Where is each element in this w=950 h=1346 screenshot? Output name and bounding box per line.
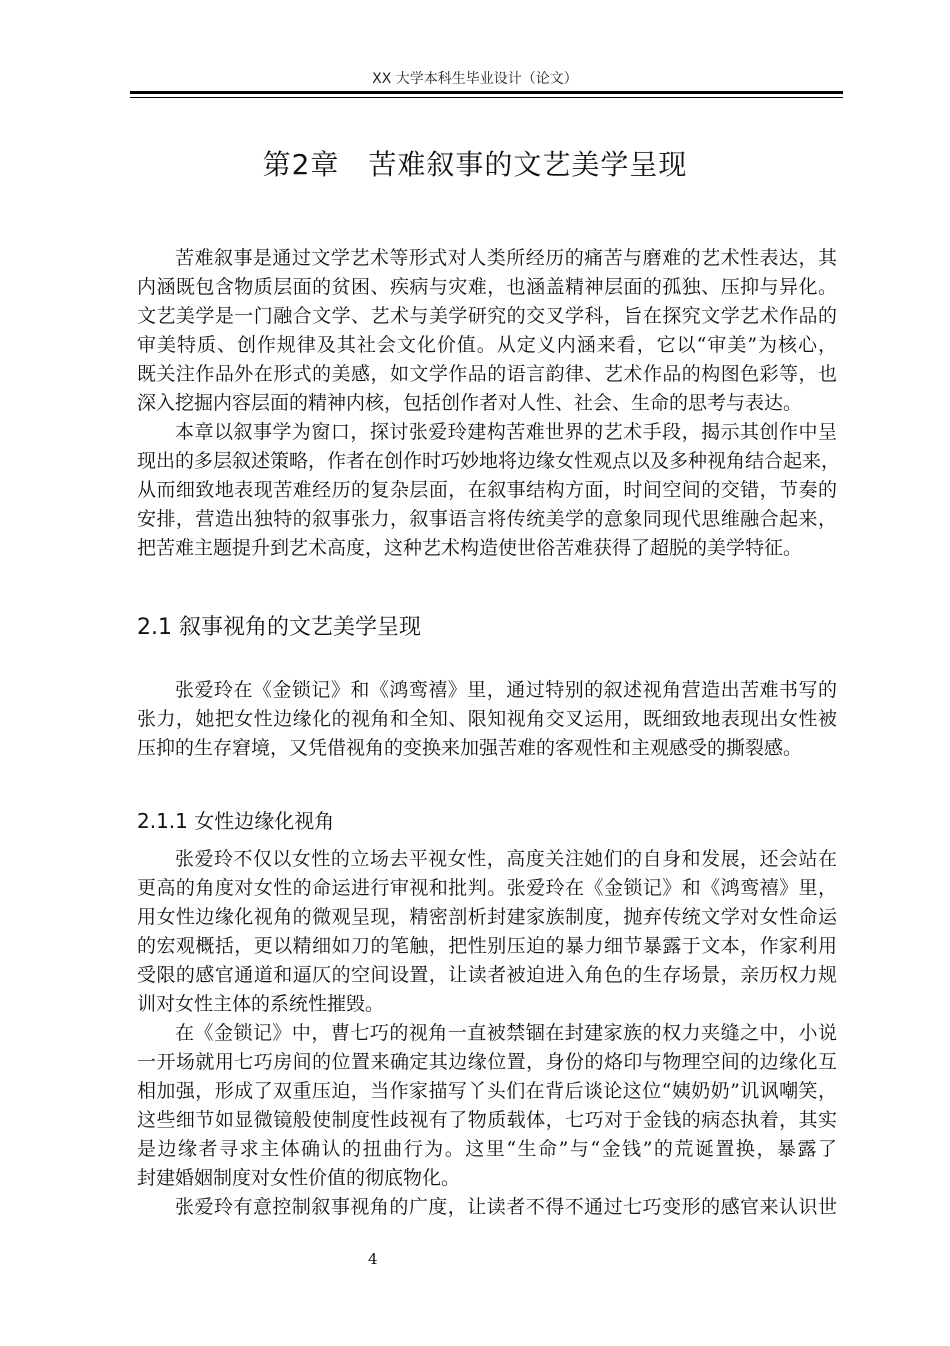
paragraph-line: 是边缘者寻求主体确认的扭曲行为。这里“生命”与“金钱”的荒诞置换，暴露了 bbox=[137, 1138, 837, 1160]
header-rule-thick bbox=[130, 91, 843, 94]
section-2-1-1-paragraph-1 bbox=[137, 845, 837, 1019]
paragraph-line: 封建婚姻制度对女性价值的彻底物化。 bbox=[137, 1167, 461, 1189]
intro-paragraph-1 bbox=[137, 244, 837, 418]
paragraph-line: 从而细致地表现苦难经历的复杂层面，在叙事结构方面，时间空间的交错，节奏的 bbox=[137, 479, 837, 501]
paragraph-line: 的宏观概括，更以精细如刀的笔触，把性别压迫的暴力细节暴露于文本，作家利用 bbox=[137, 935, 837, 957]
paragraph-line: 张爱玲在《金锁记》和《鸿鸾禧》里，通过特别的叙述视角营造出苦难书写的 bbox=[175, 679, 837, 701]
paragraph-line: 在《金锁记》中，曹七巧的视角一直被禁锢在封建家族的权力夹缝之中，小说 bbox=[175, 1022, 837, 1044]
paragraph-line: 训对女性主体的系统性摧毁。 bbox=[137, 993, 385, 1015]
intro-paragraph-2 bbox=[137, 418, 841, 563]
paragraph-line: 文艺美学是一门融合文学、艺术与美学研究的交叉学科，旨在探究文学艺术作品的 bbox=[137, 305, 837, 327]
paragraph-line: 压抑的生存窘境，又凭借视角的变换来加强苦难的客观性和主观感受的撕裂感。 bbox=[137, 737, 803, 759]
paragraph-line: 用女性边缘化视角的微观呈现，精密剖析封建家族制度，抛弃传统文学对女性命运 bbox=[137, 906, 837, 928]
paragraph-line: 一开场就用七巧房间的位置来确定其边缘位置，身份的烙印与物理空间的边缘化互 bbox=[137, 1051, 837, 1073]
page-number: 4 bbox=[368, 1250, 378, 1268]
paragraph-line: 张爱玲不仅以女性的立场去平视女性，高度关注她们的自身和发展，还会站在 bbox=[175, 848, 837, 870]
paragraph-line: 内涵既包含物质层面的贫困、疾病与灾难，也涵盖精神层面的孤独、压抑与异化。 bbox=[137, 276, 837, 298]
paragraph-line: 张爱玲有意控制叙事视角的广度，让读者不得不通过七巧变形的感官来认识世 bbox=[175, 1196, 837, 1218]
paragraph-line: 更高的角度对女性的命运进行审视和批判。张爱玲在《金锁记》和《鸿鸾禧》里， bbox=[137, 877, 837, 899]
paragraph-line: 这些细节如显微镜般使制度性歧视有了物质载体，七巧对于金钱的病态执着，其实 bbox=[137, 1109, 837, 1131]
paragraph-line: 既关注作品外在形式的美感，如文学作品的语言韵律、艺术作品的构图色彩等，也 bbox=[137, 363, 837, 385]
paragraph-line: 现出的多层叙述策略，作者在创作时巧妙地将边缘女性观点以及多种视角结合起来， bbox=[137, 450, 841, 472]
paragraph-line: 本章以叙事学为窗口，探讨张爱玲建构苦难世界的艺术手段，揭示其创作中呈 bbox=[175, 421, 837, 443]
section-2-1-1-paragraph-3 bbox=[137, 1193, 837, 1222]
paragraph-line: 张力，她把女性边缘化的视角和全知、限知视角交叉运用，既细致地表现出女性被 bbox=[137, 708, 837, 730]
section-2-1-paragraph-1 bbox=[137, 676, 837, 763]
paragraph-line: 苦难叙事是通过文学艺术等形式对人类所经历的痛苦与磨难的艺术性表达，其 bbox=[175, 247, 837, 269]
paragraph-line: 安排，营造出独特的叙事张力，叙事语言将传统美学的意象同现代思维融合起来， bbox=[137, 508, 837, 530]
paragraph-line: 把苦难主题提升到艺术高度，这种艺术构造使世俗苦难获得了超脱的美学特征。 bbox=[137, 537, 803, 559]
section-2-1-1-paragraph-2 bbox=[137, 1019, 837, 1193]
paragraph-line: 深入挖掘内容层面的精神内核，包括创作者对人性、社会、生命的思考与表达。 bbox=[137, 392, 803, 414]
section-heading-2-1: 2.1 叙事视角的文艺美学呈现 bbox=[137, 615, 421, 640]
paragraph-line: 审美特质、创作规律及其社会文化价值。从定义内涵来看，它以“审美”为核心， bbox=[137, 334, 837, 356]
paragraph-line: 相加强，形成了双重压迫，当作家描写丫头们在背后谈论这位“姨奶奶”讥讽嘲笑， bbox=[137, 1080, 837, 1102]
section-heading-2-1-1: 2.1.1 女性边缘化视角 bbox=[137, 809, 335, 833]
chapter-title: 第2章 苦难叙事的文艺美学呈现 bbox=[262, 148, 688, 181]
header-rule-thin bbox=[130, 97, 843, 98]
paragraph-line: 受限的感官通道和逼仄的空间设置，让读者被迫进入角色的生存场景，亲历权力规 bbox=[137, 964, 837, 986]
header-title: XX 大学本科生毕业设计（论文） bbox=[372, 71, 578, 87]
